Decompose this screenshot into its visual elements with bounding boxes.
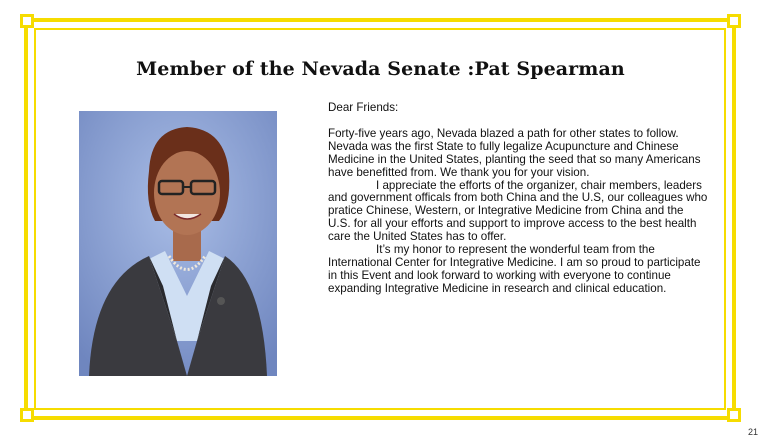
letter-paragraph-3: It’s my honor to represent the wonderful team from the International Center for Integrative Medicine. I am so proud to participate in this Event and look forward to working with everyone to continue expanding Integrative Medicine in research and clinical education. [328,243,701,295]
page-title: Member of the Nevada Senate :Pat Spearman [136,58,625,80]
letter-paragraph-1: Forty-five years ago, Nevada blazed a path for other states to follow. Nevada was the first State to fully legalize Acupuncture and Chinese Medicine in the United States, planting the seed that so many Americans have benefitted from. We thank you for your vision. [328,126,701,179]
frame-corner-ornament [20,14,34,28]
letter-body [328,102,708,296]
letter-paragraph-2: I appreciate the efforts of the organizer, chair members, leaders and government officals from both China and the U.S, our colleagues who pratice Chinese, Western, or Integrative Medicine from China and the U.S. for all your efforts and support to improve access to the best health care the United States has to offer. [328,178,708,244]
frame-corner-ornament [727,408,741,422]
frame-corner-ornament [20,408,34,422]
portrait-photo [79,111,277,376]
page-number: 21 [748,427,759,437]
letter-greeting: Dear Friends: [328,101,399,114]
frame-corner-ornament [727,14,741,28]
